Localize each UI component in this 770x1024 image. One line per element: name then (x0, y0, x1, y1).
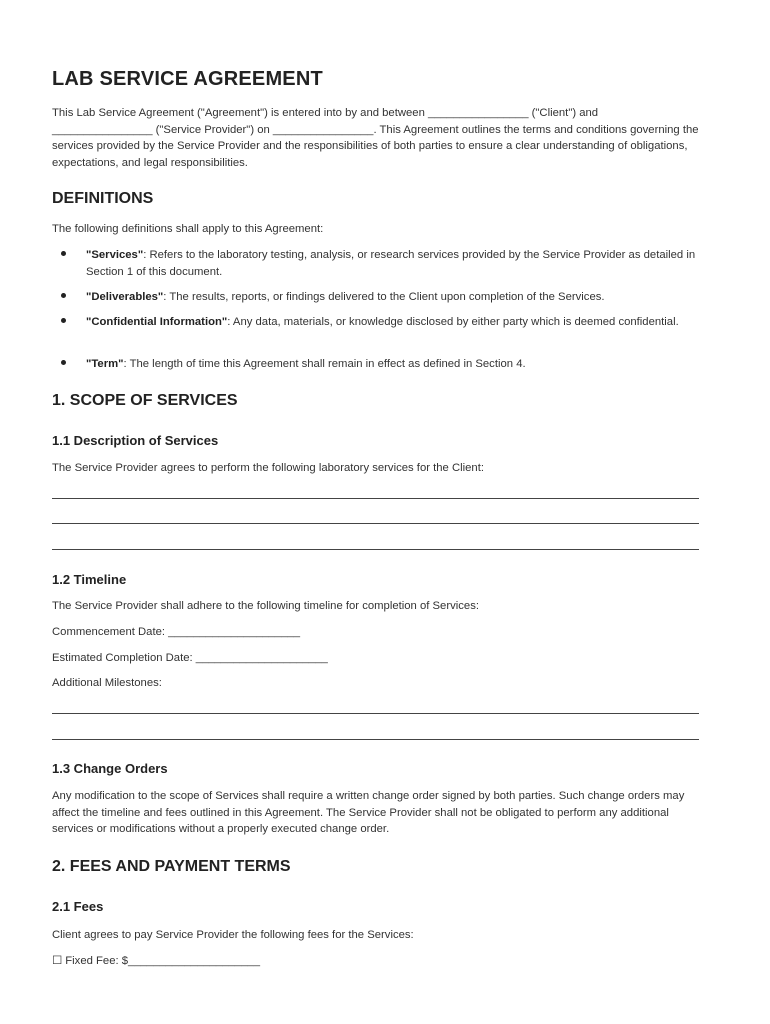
section-1-1-heading: 1.1 Description of Services (52, 433, 219, 448)
description-line-3[interactable] (52, 549, 699, 550)
description-line-2[interactable] (52, 523, 699, 524)
section-1-1-text: The Service Provider agrees to perform the following laboratory services for the Client: (52, 462, 484, 474)
bullet-icon (61, 318, 66, 323)
bullet-icon (61, 360, 66, 365)
milestones-label: Additional Milestones: (52, 677, 162, 689)
definition-term: "Term" (86, 358, 124, 370)
bullet-icon (61, 293, 66, 298)
section-1-2-text: The Service Provider shall adhere to the following timeline for completion of Services: (52, 600, 479, 612)
definition-text: : The length of time this Agreement shall remain in effect as defined in Section 4. (123, 358, 526, 370)
milestones-line-1[interactable] (52, 713, 699, 714)
definition-text: : Any data, materials, or knowledge disclosed by either party which is deemed confidential. (227, 316, 679, 328)
commencement-date-field[interactable]: Commencement Date: _____________________ (52, 626, 301, 638)
definition-term: "Services" (86, 249, 144, 261)
definition-item-services (86, 247, 712, 280)
definition-term: "Deliverables" (86, 291, 164, 303)
definition-item-confidential (86, 314, 712, 331)
section-1-2-heading: 1.2 Timeline (52, 572, 127, 587)
section-1-heading: 1. SCOPE OF SERVICES (52, 392, 238, 409)
completion-date-field[interactable]: Estimated Completion Date: _____________________ (52, 652, 328, 664)
definition-text: : The results, reports, or findings delivered to the Client upon completion of the Services. (163, 291, 605, 303)
definition-item-deliverables (86, 289, 712, 306)
section-2-1-heading: 2.1 Fees (52, 899, 104, 914)
document-title: LAB SERVICE AGREEMENT (52, 68, 323, 90)
bullet-icon (61, 251, 66, 256)
section-1-3-text: Any modification to the scope of Services shall require a written change order signed by both parties. Such change orders may affect the timeline and fees outlined in this Agreement. The Service Provider shall not be obligated to perform any additional services or modifications without a properly executed change order. (52, 790, 685, 836)
fixed-fee-field[interactable]: ☐ Fixed Fee: $_____________________ (52, 955, 260, 967)
definition-term: "Confidential Information" (86, 316, 228, 328)
milestones-line-2[interactable] (52, 739, 699, 740)
definitions-lead: The following definitions shall apply to this Agreement: (52, 223, 324, 235)
description-line-1[interactable] (52, 498, 699, 499)
intro-paragraph: This Lab Service Agreement ("Agreement") is entered into by and between ________________ ("Client") and ________________ ("Service Provider") on ________________. This Agreement outlines the terms and conditions governing the services provided by the Service Provider and the responsibilities of both parties to ensure a clear understanding of obligations, expectations, and legal responsibilities. (52, 107, 699, 170)
section-2-heading: 2. FEES AND PAYMENT TERMS (52, 858, 291, 875)
definitions-heading: DEFINITIONS (52, 190, 154, 207)
definition-item-term (86, 356, 712, 373)
section-1-3-heading: 1.3 Change Orders (52, 761, 168, 776)
section-2-1-text: Client agrees to pay Service Provider the following fees for the Services: (52, 929, 414, 941)
definition-text: : Refers to the laboratory testing, analysis, or research services provided by the Service Provider as detailed in Section 1 of this document. (86, 249, 696, 278)
